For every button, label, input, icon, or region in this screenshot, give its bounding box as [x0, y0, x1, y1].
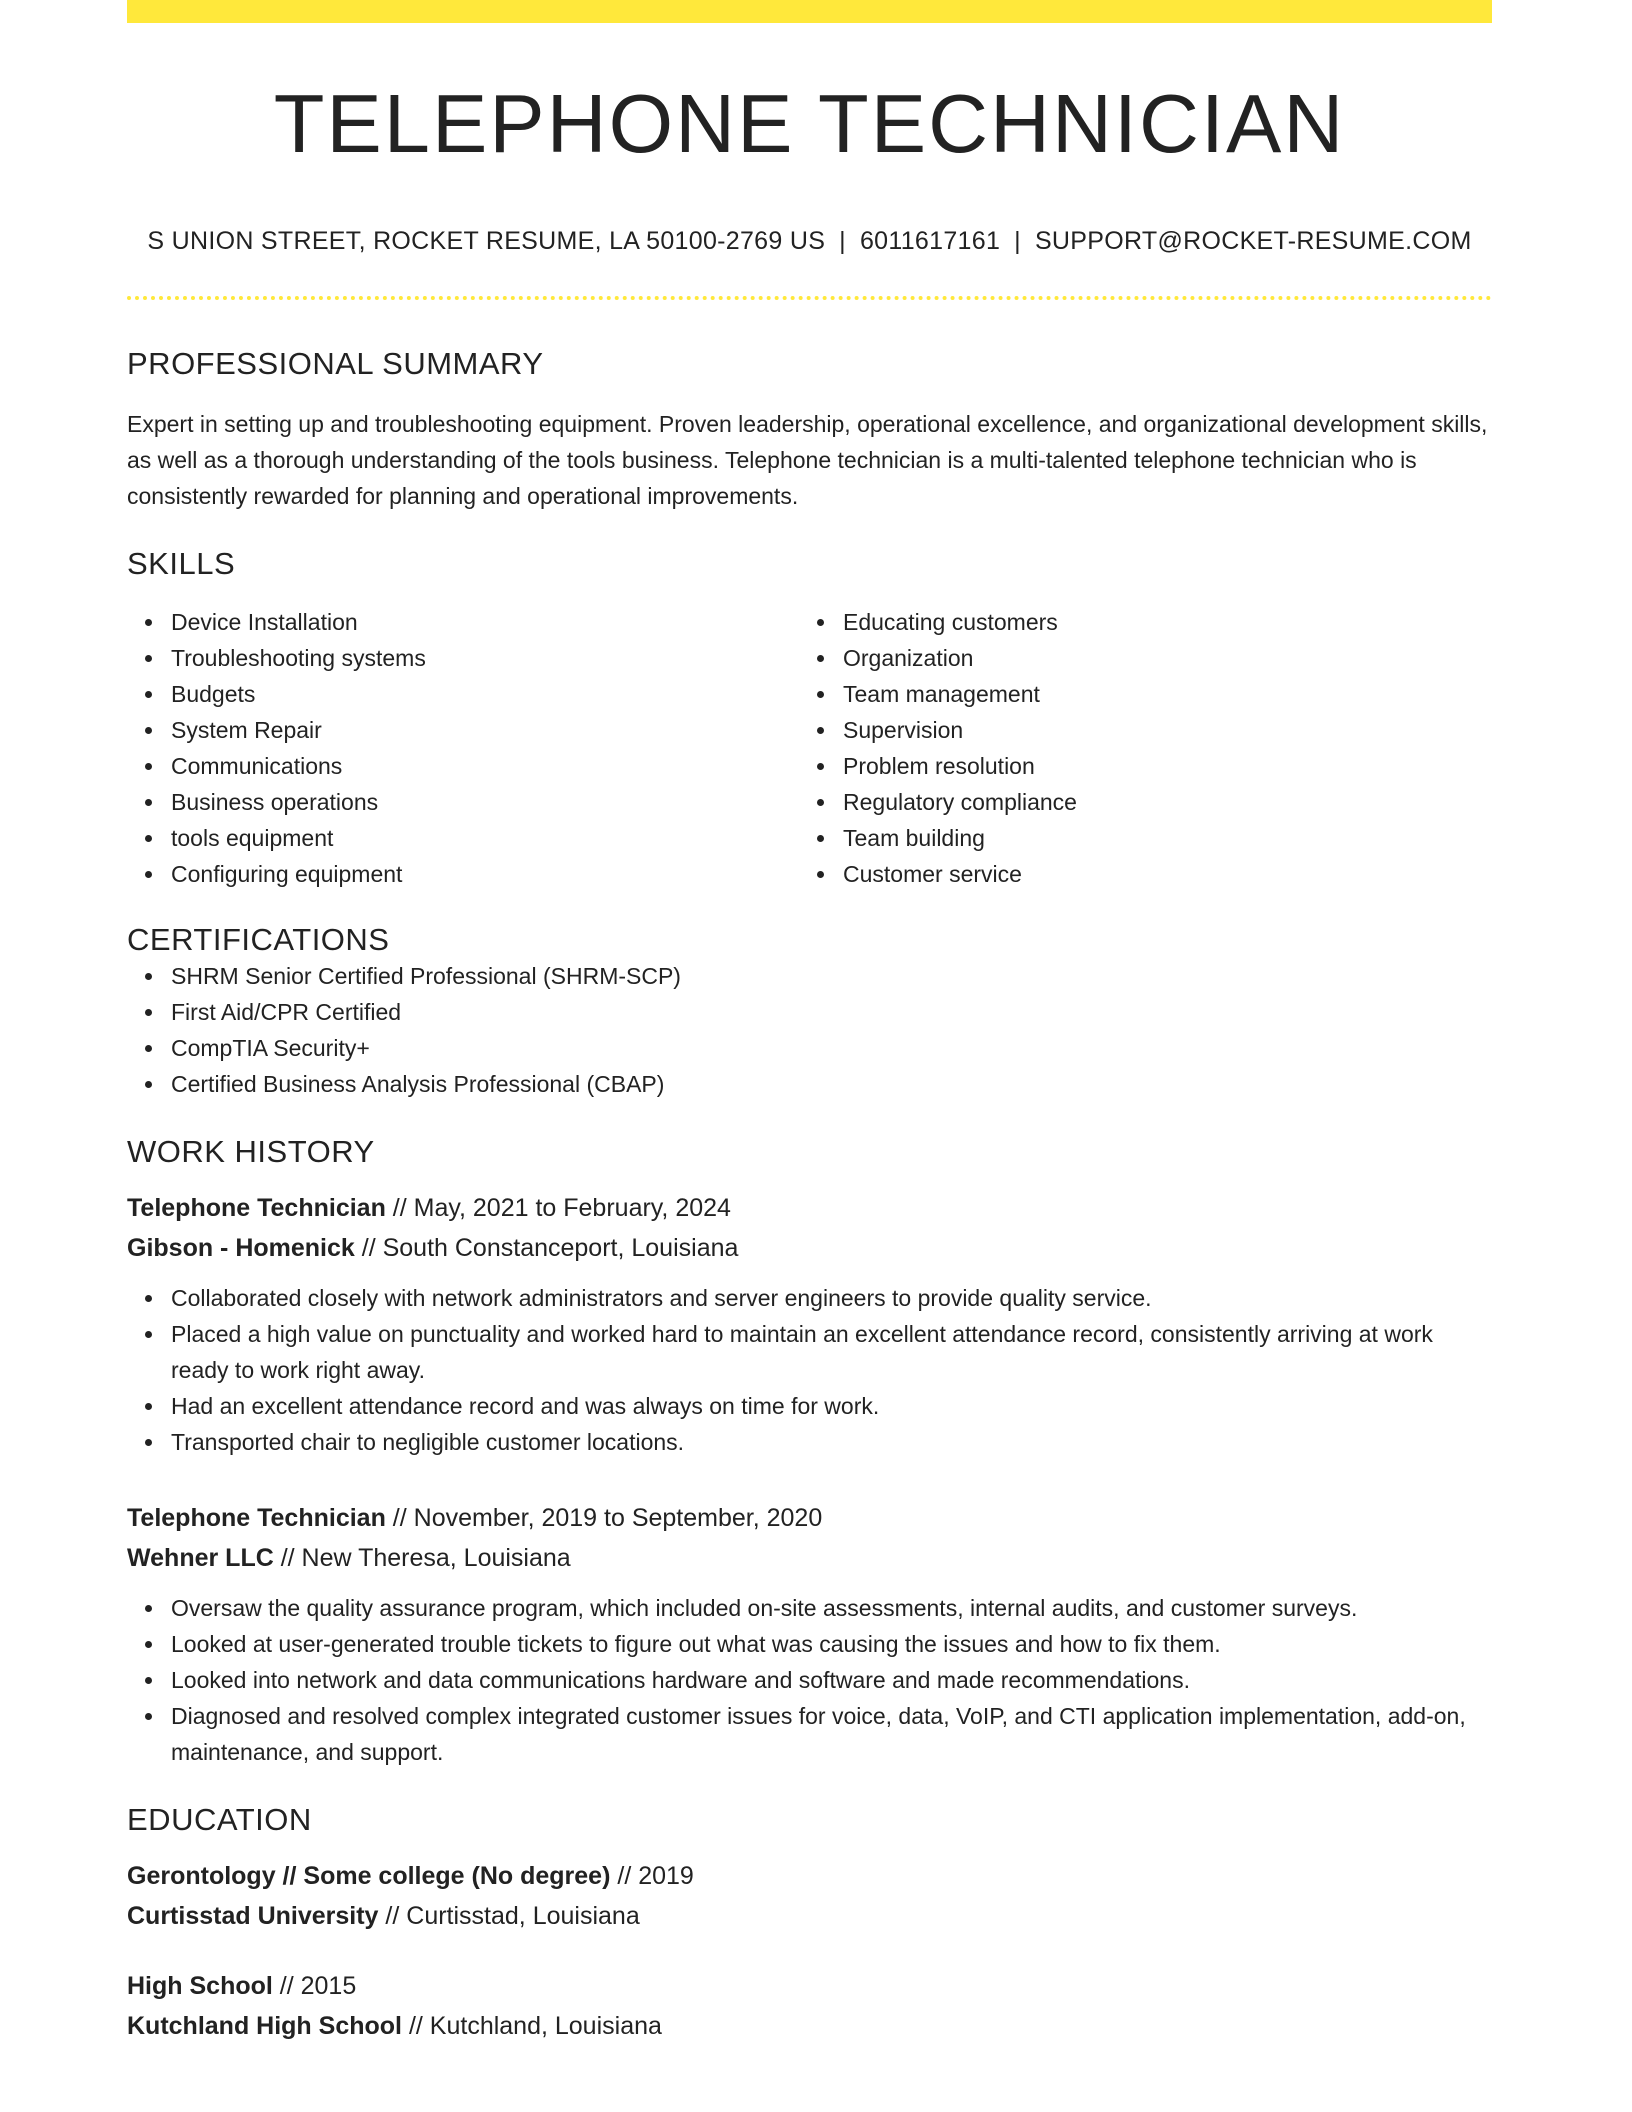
skills-heading: SKILLS	[127, 546, 236, 582]
skill-item: Communications	[171, 748, 799, 784]
skill-item: Supervision	[843, 712, 1471, 748]
contact-line	[127, 227, 1492, 256]
certification-item: First Aid/CPR Certified	[171, 994, 1492, 1030]
summary-heading: PROFESSIONAL SUMMARY	[127, 346, 544, 382]
job-title-line	[127, 1498, 1492, 1538]
skill-item: Budgets	[171, 676, 799, 712]
skill-item: tools equipment	[171, 820, 799, 856]
job-bullet: Collaborated closely with network administrators and server engineers to provide quality service.	[171, 1280, 1492, 1316]
skill-item: Problem resolution	[843, 748, 1471, 784]
certification-item: CompTIA Security+	[171, 1030, 1492, 1066]
skill-item: Educating customers	[843, 604, 1471, 640]
skill-item: Device Installation	[171, 604, 799, 640]
education-school-line	[127, 1896, 1492, 1936]
education-degree-line	[127, 1966, 1492, 2006]
job-bullet: Had an excellent attendance record and was always on time for work.	[171, 1388, 1492, 1424]
skill-item: Regulatory compliance	[843, 784, 1471, 820]
skill-item: Business operations	[171, 784, 799, 820]
skill-item: Customer service	[843, 856, 1471, 892]
job-entry	[127, 1188, 1492, 1460]
skill-item: Organization	[843, 640, 1471, 676]
work-history-heading: WORK HISTORY	[127, 1134, 375, 1170]
certification-item: SHRM Senior Certified Professional (SHRM-SCP)	[171, 958, 1492, 994]
job-company-line	[127, 1228, 1492, 1268]
resume-page	[127, 0, 1492, 2046]
contact-address: S UNION STREET, ROCKET RESUME, LA 50100-2769 US	[147, 227, 826, 256]
job-bullet: Oversaw the quality assurance program, which included on-site assessments, internal audits, and customer surveys.	[171, 1590, 1492, 1626]
skills-column-left	[127, 604, 799, 892]
job-bullet: Transported chair to negligible customer locations.	[171, 1424, 1492, 1460]
skills-column-right	[799, 604, 1471, 892]
skill-item: Team building	[843, 820, 1471, 856]
education-school: Curtisstad University	[127, 1902, 379, 1931]
job-entry	[127, 1498, 1492, 1770]
job-dates: // November, 2019 to September, 2020	[392, 1504, 823, 1533]
job-role: Telephone Technician	[127, 1194, 386, 1223]
education-year: // 2019	[617, 1862, 694, 1891]
accent-top-bar	[127, 0, 1492, 23]
summary-text: Expert in setting up and troubleshooting equipment. Proven leadership, operational excellence, and organizational development skills, as well as a thorough understanding of the tools business. Telephone technician is a multi-talented telephone technician who is consistently rewarded for planning and operational improvements.	[127, 411, 1488, 510]
job-bullet: Looked at user-generated trouble tickets to figure out what was causing the issues and how to fix them.	[171, 1626, 1492, 1662]
education-location: // Curtisstad, Louisiana	[385, 1902, 640, 1931]
skills-grid	[127, 604, 1492, 892]
education-degree: Gerontology // Some college (No degree)	[127, 1862, 611, 1891]
contact-phone: 6011617161	[859, 227, 1001, 256]
education-degree: High School	[127, 1972, 273, 2001]
job-bullets	[127, 1590, 1492, 1770]
certification-item: Certified Business Analysis Professional (CBAP)	[171, 1066, 1492, 1102]
job-bullet: Looked into network and data communications hardware and software and made recommendations.	[171, 1662, 1492, 1698]
job-company: Gibson - Homenick	[127, 1234, 355, 1263]
education-entry	[127, 1856, 1492, 1936]
job-location: // South Constanceport, Louisiana	[361, 1234, 739, 1263]
job-company-line	[127, 1538, 1492, 1578]
skill-item: System Repair	[171, 712, 799, 748]
certifications-list	[127, 958, 1492, 1102]
skill-item: Troubleshooting systems	[171, 640, 799, 676]
skills-list-left	[127, 604, 799, 892]
job-dates: // May, 2021 to February, 2024	[392, 1194, 731, 1223]
job-bullets	[127, 1280, 1492, 1460]
job-company: Wehner LLC	[127, 1544, 274, 1573]
education-heading: EDUCATION	[127, 1802, 312, 1838]
dotted-divider	[127, 296, 1492, 300]
job-location: // New Theresa, Louisiana	[280, 1544, 571, 1573]
job-title-line	[127, 1188, 1492, 1228]
job-bullet: Diagnosed and resolved complex integrated customer issues for voice, data, VoIP, and CTI application implementation, add-on, maintenance, and support.	[171, 1698, 1492, 1770]
candidate-name: TELEPHONE TECHNICIAN	[273, 77, 1346, 170]
education-school-line	[127, 2006, 1492, 2046]
contact-separator: |	[839, 227, 846, 256]
job-bullet: Placed a high value on punctuality and worked hard to maintain an excellent attendance record, consistently arriving at work ready to work right away.	[171, 1316, 1492, 1388]
job-role: Telephone Technician	[127, 1504, 386, 1533]
contact-email[interactable]: SUPPORT@ROCKET-RESUME.COM	[1034, 227, 1472, 256]
education-location: // Kutchland, Louisiana	[408, 2012, 662, 2041]
education-entry	[127, 1966, 1492, 2046]
certifications-heading: CERTIFICATIONS	[127, 922, 390, 958]
skill-item: Configuring equipment	[171, 856, 799, 892]
education-year: // 2015	[279, 1972, 357, 2001]
education-degree-line	[127, 1856, 1492, 1896]
skill-item: Team management	[843, 676, 1471, 712]
skills-list-right	[799, 604, 1471, 892]
contact-separator: |	[1014, 227, 1021, 256]
education-school: Kutchland High School	[127, 2012, 402, 2041]
